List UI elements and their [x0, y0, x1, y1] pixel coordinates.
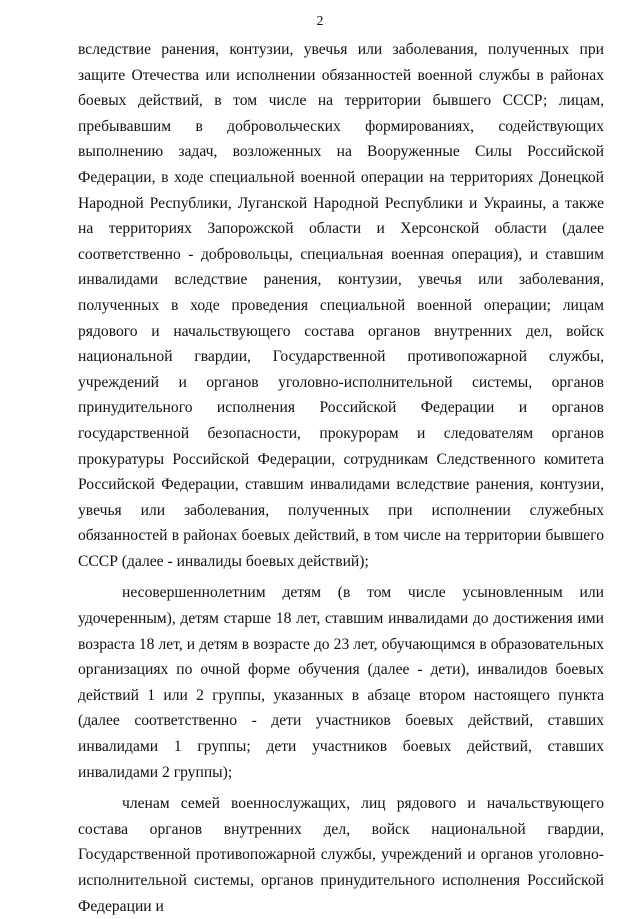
paragraph-continued: вследствие ранения, контузии, увечья или заболевания, полученных при защите Отечества или исполнении обязанностей военной службы в районах боевых действий, в том числе на территории бывшего СССР; лицам, пребывавшим в добровольческих формированиях, содействующих выполнению задач, возложенных на Вооруженные Силы Российской Федерации, в ходе специальной военной операции на территориях Донецкой Народной Республики, Луганской Народной Республики и Украины, а также на территориях Запорожской области и Херсонской области (далее соответственно - добровольцы, специальная военная операция), и ставшим инвалидами вследствие ранения, контузии, увечья или заболевания, полученных в ходе проведения специальной военной операции; лицам рядового и начальствующего состава органов внутренних дел, войск национальной гвардии, Государственной противопожарной службы, учреждений и органов уголовно-исполнительной системы, органов принудительного исполнения Российской Федерации и органов государственной безопасности, прокурорам и следователям органов прокуратуры Российской Федерации, сотрудникам Следственного комитета Российской Федерации, ставшим инвалидами вследствие ранения, контузии, увечья или заболевания, полученных при исполнении служебных обязанностей в районах боевых действий, в том числе на территории бывшего СССР (далее - инвалиды боевых действий); [78, 41, 604, 570]
page-number: 2 [316, 14, 324, 29]
document-body [78, 37, 604, 919]
paragraph-children: несовершеннолетним детям (в том числе усыновленным или удочеренным), детям старше 18 лет, ставшим инвалидами до достижения ими возраста 18 лет, и детям в возрасте до 23 лет, обучающимся в образовательных организациях по очной форме обучения (далее - дети), инвалидов боевых действий 1 или 2 группы, указанных в абзаце втором настоящего пункта (далее соответственно - дети участников боевых действий, ставших инвалидами 1 группы; дети участников боевых действий, ставших инвалидами 2 группы); [78, 584, 604, 781]
paragraph-family-members: членам семей военнослужащих, лиц рядового и начальствующего состава органов внутренних дел, войск национальной гвардии, Государственной противопожарной службы, учреждений и органов уголовно-исполнительной системы, органов принудительного исполнения Российской Федерации и [78, 795, 604, 915]
